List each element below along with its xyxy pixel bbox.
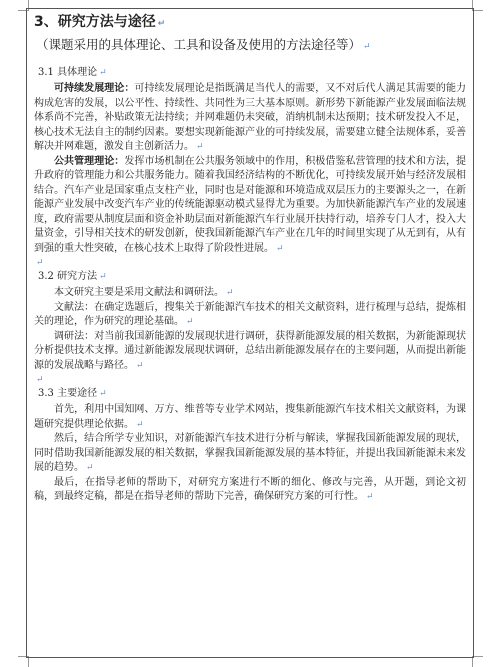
paragraph-approach-then: 然后，结合所学专业知识，对新能源汽车技术进行分析与解读，掌握我国新能源发展的现状，同时借助我国新能源发展的相关数据，掌握我国新能源发展的基本特征，并提出我国新能源未来发展的趋势。 ↵: [34, 433, 466, 473]
paragraph-public-management: 公共管理理论：发挥市场机制在公共服务领域中的作用，积极借鉴私营管理的技术和方法，提升政府的管理能力和公共服务能力。随着我国经济结构的不断优化，可持续发展开始与经济发展相结合。汽车产业是国家重点支柱产业，同时也是对能源和环境造成双层压力的主要源头之一，在新能源产业发展中改变汽车产业的传统能源驱动模式显得尤为重要。为加快新能源汽车产业的发展速度，政府需要从制度层面和资金补助层面对新能源汽车行业展开扶持行动，培养专门人才，投入大量资金，引导相关技术的研发创新，使我国新能源汽车产业在几年的时间里实现了从无到有，从有到强的重大性突破，在核心技术上取得了阶段性进展。 ↵: [34, 155, 467, 254]
paragraph-literature-method: 文献法：在确定选题后，搜集关于新能源汽车技术的相关文献资料，进行梳理与总结，提炼相关的理论，作为研究的理论基础。 ↵: [34, 301, 466, 327]
subsection-heading-3-2: 3.2 研究方法 ↵: [38, 271, 107, 282]
subsection-heading-3-1: 3.1 具体理论 ↵: [38, 67, 107, 78]
paragraph-approach-finally: 最后，在指导老师的帮助下，对研究方案进行不断的细化、修改与完善，从开题，到论文初稿，到最终定稿，都是在指导老师的帮助下完善，确保研究方案的可行性。 ↵: [34, 476, 466, 502]
section-subtitle: （课题采用的具体理论、工具和设备及使用的方法途径等） ↵: [36, 37, 371, 52]
paragraph-methods-intro: 本文研究主要是采用文献法和调研法。 ↵: [54, 287, 234, 298]
paragraph-approach-first: 首先，利用中国知网、万方、维普等专业学术网站，搜集新能源汽车技术相关文献资料，为课题研究提供理论依据。 ↵: [34, 404, 466, 430]
paragraph-survey-method: 调研法：对当前我国新能源的发展现状进行调研，获得新能源发展的相关数据，为新能源现状分析提供技术支撑。通过新能源发展现状调研，总结出新能源发展存在的主要问题，从而提出新能源的发展战略与路径。 ↵: [34, 330, 466, 371]
paragraph-sustainable-development: 可持续发展理论：可持续发展理论是指既满足当代人的需要，又不对后代人满足其需要的能力构成危害的发展，以公平性、持续性、共同性为三大基本原则。新形势下新能源产业发展面临法规体系尚不完善，补贴政策无法持续；并网难题仍未突破，消纳机制未达预期；技术研发投入不足，核心技术无法自主的制约因素。要想实现新能源产业的可持续发展，需要建立健全法规体系，妥善解决并网难题，激发自主创新活力。 ↵: [34, 83, 467, 152]
blank-line: ↵: [36, 258, 44, 268]
blank-line: ↵: [36, 375, 44, 385]
subsection-heading-3-3: 3.3 主要途径 ↵: [38, 388, 107, 399]
document-body: [34, 12, 466, 505]
section-title: 3、研究方法与途径 ↵: [34, 14, 166, 30]
